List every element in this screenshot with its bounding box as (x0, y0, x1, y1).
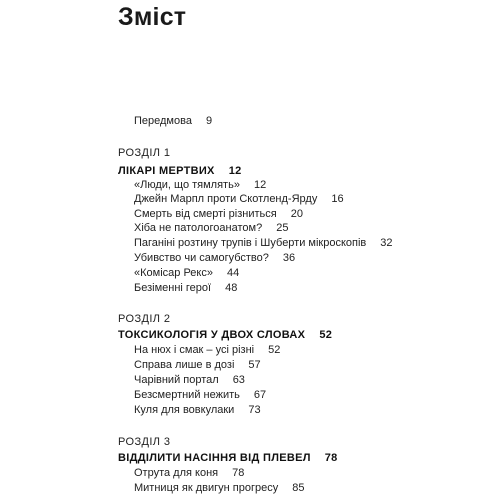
toc-entry-page: 52 (268, 344, 281, 356)
toc-entry[interactable] (134, 251, 295, 265)
toc-entry[interactable] (134, 221, 288, 235)
toc-chapter-page: 12 (228, 165, 242, 177)
section-label: РОЗДІЛ 3 (118, 436, 171, 448)
toc-entry[interactable] (134, 207, 303, 221)
toc-entry-preface[interactable] (134, 114, 212, 128)
toc-entry[interactable] (134, 466, 244, 480)
toc-entry-label: Передмова (134, 115, 192, 127)
toc-entry-page: 73 (248, 404, 261, 416)
toc-entry[interactable] (134, 192, 344, 206)
section-label: РОЗДІЛ 2 (118, 313, 171, 325)
toc-entry[interactable] (134, 178, 266, 192)
toc-entry-label: Безіменні герої (134, 282, 212, 294)
toc-entry-label: «Комісар Рекс» (134, 267, 213, 279)
toc-entry-label: Отрута для коня (134, 467, 219, 479)
toc-entry-label: Чарівний портал (134, 374, 219, 386)
toc-entry-page: 25 (276, 222, 289, 234)
toc-entry-label: Справа лише в дозі (134, 359, 235, 371)
toc-entry[interactable] (134, 358, 261, 372)
toc-entry-label: «Люди, що тямлять» (134, 179, 240, 191)
toc-chapter-label: ВІДДІЛИТИ НАСІННЯ ВІД ПЛЕВЕЛ (118, 452, 311, 464)
toc-entry[interactable] (134, 403, 261, 417)
toc-entry-label: На нюх і смак – усі різні (134, 344, 255, 356)
toc-entry-label: Хіба не патологоанатом? (134, 222, 263, 234)
toc-entry-label: Безсмертний нежить (134, 389, 240, 401)
toc-entry[interactable] (134, 343, 280, 357)
toc-entry-page: 9 (205, 115, 213, 127)
toc-chapter[interactable] (118, 328, 332, 342)
toc-chapter[interactable] (118, 451, 338, 465)
toc-entry-page: 78 (232, 467, 245, 479)
toc-entry-page: 16 (331, 193, 344, 205)
toc-entry-page: 57 (248, 359, 261, 371)
page-title: Зміст (118, 3, 187, 31)
toc-entry-page: 44 (226, 267, 240, 279)
toc-entry-page: 85 (292, 482, 305, 494)
toc-chapter-page: 52 (319, 329, 333, 341)
toc-entry[interactable] (134, 373, 245, 387)
toc-entry-page: 48 (225, 282, 238, 294)
toc-entry-label: Паганіні розтину трупів і Шуберти мікроскопів (134, 237, 367, 249)
toc-entry[interactable] (134, 236, 393, 250)
toc-entry-page: 20 (290, 208, 303, 220)
toc-chapter-label: ЛІКАРІ МЕРТВИХ (118, 165, 215, 177)
toc-entry[interactable] (134, 266, 239, 280)
toc-entry-label: Куля для вовкулаки (134, 404, 235, 416)
toc-entry[interactable] (134, 388, 266, 402)
toc-entry-label: Смерть від смерті різниться (134, 208, 277, 220)
toc-entry-page: 36 (282, 252, 296, 264)
toc-entry-page: 67 (253, 389, 267, 401)
section-label: РОЗДІЛ 1 (118, 147, 171, 159)
toc-entry-label: Митниця як двигун прогресу (134, 482, 279, 494)
toc-entry-label: Джейн Марпл проти Скотленд-Ярду (134, 193, 318, 205)
toc-entry[interactable] (134, 481, 304, 495)
toc-chapter-label: ТОКСИКОЛОГІЯ У ДВОХ СЛОВАХ (118, 329, 306, 341)
toc-chapter-page: 78 (324, 452, 338, 464)
toc-entry-page: 12 (253, 179, 267, 191)
toc-entry-page: 63 (232, 374, 245, 386)
toc-entry-label: Убивство чи самогубство? (134, 252, 269, 264)
toc-entry[interactable] (134, 281, 237, 295)
toc-chapter[interactable] (118, 164, 242, 178)
toc-entry-page: 32 (380, 237, 393, 249)
